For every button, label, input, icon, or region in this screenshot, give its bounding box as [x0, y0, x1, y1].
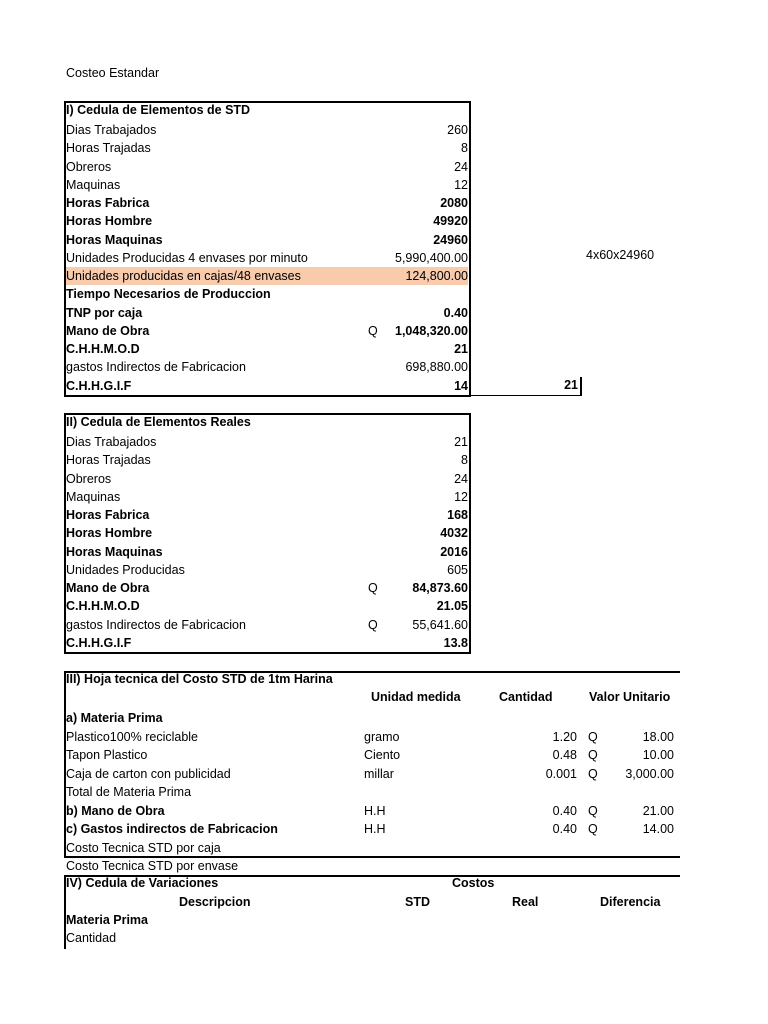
hoja-row-label: Plastico100% reciclable — [66, 729, 199, 744]
std-row — [66, 322, 468, 340]
var-col-std: STD — [405, 895, 430, 909]
std-row-label: Horas Maquinas — [66, 232, 163, 247]
hoja-row-valor: 21.00 — [642, 803, 674, 818]
std-row-value: 24960 — [433, 232, 468, 247]
real-row-value: 168 — [447, 508, 468, 522]
hoja-row-label: c) Gastos indirectos de Fabricacion — [66, 822, 278, 836]
std-row — [66, 212, 468, 230]
std-row — [66, 139, 468, 157]
std-row-value: 0.40 — [443, 305, 468, 320]
real-row-value: 12 — [454, 489, 468, 504]
real-row — [66, 451, 468, 469]
hoja-row-currency: Q — [588, 803, 598, 818]
real-row-value: 4032 — [440, 526, 468, 541]
std-row — [66, 340, 468, 358]
hoja-row-valor: 3,000.00 — [625, 766, 674, 781]
std-row — [66, 194, 468, 212]
std-row-label: Obreros — [66, 159, 112, 174]
std-row-currency: Q — [368, 323, 378, 338]
real-row-value: 21.05 — [436, 599, 468, 614]
std-row — [66, 121, 468, 139]
hoja-section-header: III) Hoja tecnica del Costo STD de 1tm Harina — [66, 672, 333, 686]
hoja-row-currency: Q — [588, 766, 598, 781]
real-row-label: Dias Trabajados — [66, 435, 157, 449]
std-row-label: C.H.H.G.I.F — [66, 378, 132, 393]
std-row-value: 12 — [454, 177, 468, 192]
std-side-divider — [470, 395, 582, 396]
real-row-value: 21 — [454, 435, 468, 449]
std-row-value: 24 — [454, 159, 468, 174]
real-row-currency: Q — [368, 581, 378, 595]
std-row-label: Mano de Obra — [66, 323, 150, 338]
std-row — [66, 176, 468, 194]
hoja-row-label: Total de Materia Prima — [66, 785, 192, 799]
real-row-value: 84,873.60 — [412, 581, 468, 595]
hoja-row-cantidad: 0.40 — [552, 822, 577, 836]
std-row-value: 1,048,320.00 — [395, 323, 468, 338]
real-row — [66, 470, 468, 488]
hoja-row-unidad: gramo — [364, 729, 400, 744]
var-col-real: Real — [512, 895, 539, 909]
std-side-value: 21 — [564, 378, 578, 392]
hoja-row-label: Costo Tecnica STD por caja — [66, 840, 221, 855]
real-row — [66, 579, 468, 597]
std-row — [66, 358, 468, 376]
hoja-row-cantidad — [500, 857, 577, 875]
real-row-label: gastos Indirectos de Fabricacion — [66, 617, 246, 632]
std-row-label: Horas Fabrica — [66, 196, 150, 210]
hoja-col-unidad: Unidad medida — [371, 690, 461, 704]
std-row-value: 8 — [461, 141, 468, 156]
std-row-label: Horas Trajadas — [66, 141, 151, 156]
var-costos-header: Costos — [452, 876, 495, 890]
std-row — [66, 267, 468, 285]
std-row-label: Unidades producidas en cajas/48 envases — [66, 269, 301, 283]
real-row-value: 24 — [454, 471, 468, 486]
real-section-header: II) Cedula de Elementos Reales — [66, 415, 251, 429]
std-side-note: 4x60x24960 — [586, 248, 655, 262]
real-row — [66, 634, 468, 652]
hoja-row-unidad: millar — [364, 766, 394, 781]
var-row-materia-prima: Materia Prima — [66, 913, 148, 927]
real-row — [66, 616, 468, 634]
real-row — [66, 543, 468, 561]
real-row-value: 8 — [461, 453, 468, 468]
real-row-label: Obreros — [66, 471, 112, 486]
hoja-row-valor: 14.00 — [642, 822, 674, 836]
hoja-row-label: Tapon Plastico — [66, 748, 148, 762]
hoja-row-cantidad: 1.20 — [552, 729, 577, 744]
std-row-label: gastos Indirectos de Fabricacion — [66, 360, 246, 375]
real-row-label: Horas Hombre — [66, 526, 153, 541]
hoja-row-label: Costo Tecnica STD por envase — [66, 859, 239, 873]
std-row-label: Unidades Producidas 4 envases por minuto — [66, 250, 308, 265]
hoja-row-cantidad: 0.48 — [552, 748, 577, 762]
std-row — [66, 377, 468, 395]
hoja-col-cantidad: Cantidad — [499, 690, 553, 704]
real-row — [66, 433, 468, 451]
std-row-value: 260 — [447, 123, 468, 137]
std-row-label: TNP por caja — [66, 305, 143, 320]
std-row-value: 14 — [454, 378, 468, 393]
real-row — [66, 597, 468, 615]
hoja-row-cantidad — [500, 709, 577, 727]
std-row — [66, 158, 468, 176]
hoja-col-valor: Valor Unitario — [589, 690, 671, 704]
hoja-row-valor: 10.00 — [642, 748, 674, 762]
hoja-row-currency: Q — [588, 729, 598, 744]
hoja-row-label: a) Materia Prima — [66, 711, 163, 725]
real-row-value: 55,641.60 — [412, 617, 468, 632]
hoja-row-unidad: H.H — [364, 822, 386, 836]
real-row-label: Horas Trajadas — [66, 453, 151, 468]
std-row-value: 2080 — [440, 196, 468, 210]
hoja-row-valor — [600, 709, 674, 727]
std-row-label: Dias Trabajados — [66, 123, 157, 137]
real-row-label: C.H.H.G.I.F — [66, 635, 132, 650]
std-side-border — [580, 377, 582, 396]
hoja-row-unidad: H.H — [364, 803, 386, 818]
std-row-label: Horas Hombre — [66, 214, 153, 229]
std-row-value: 124,800.00 — [405, 269, 468, 283]
std-row-label: Tiempo Necesarios de Produccion — [66, 287, 271, 302]
std-row-label: C.H.H.M.O.D — [66, 342, 140, 356]
std-row-value: 5,990,400.00 — [395, 250, 468, 265]
real-row-value: 605 — [447, 562, 468, 577]
hoja-row-valor — [600, 857, 674, 875]
real-row — [66, 506, 468, 524]
hoja-row-cantidad: 0.40 — [552, 803, 577, 818]
real-row — [66, 488, 468, 506]
std-row-label: Maquinas — [66, 177, 121, 192]
std-row — [66, 249, 468, 267]
hoja-row-valor: 18.00 — [642, 729, 674, 744]
std-row — [66, 304, 468, 322]
real-row-label: Mano de Obra — [66, 581, 150, 595]
real-row-value: 2016 — [440, 544, 468, 559]
real-row-currency: Q — [368, 617, 378, 632]
hoja-row-currency: Q — [588, 822, 598, 836]
std-row-value: 698,880.00 — [405, 360, 468, 375]
std-row-value: 21 — [454, 342, 468, 356]
std-row — [66, 285, 468, 303]
std-row — [66, 231, 468, 249]
hoja-row-label: b) Mano de Obra — [66, 803, 165, 818]
hoja-row-cantidad — [500, 783, 577, 801]
hoja-row-valor — [600, 783, 674, 801]
var-row-cantidad: Cantidad — [66, 931, 117, 945]
real-row — [66, 524, 468, 542]
hoja-row-currency: Q — [588, 748, 598, 762]
std-row-value: 49920 — [433, 214, 468, 229]
real-row-label: Horas Maquinas — [66, 544, 163, 559]
var-col-desc: Descripcion — [179, 895, 251, 909]
std-section-header: I) Cedula de Elementos de STD — [66, 103, 251, 117]
real-row-label: Unidades Producidas — [66, 562, 185, 577]
hoja-row-cantidad: 0.001 — [545, 766, 577, 781]
real-row-label: C.H.H.M.O.D — [66, 599, 140, 614]
real-row — [66, 561, 468, 579]
real-row-label: Horas Fabrica — [66, 508, 150, 522]
hoja-row-valor — [600, 839, 674, 857]
real-row-label: Maquinas — [66, 489, 121, 504]
var-section-header: IV) Cedula de Variaciones — [66, 876, 219, 890]
hoja-row-unidad: Ciento — [364, 748, 401, 762]
real-row-value: 13.8 — [443, 635, 468, 650]
var-col-dif: Diferencia — [600, 895, 661, 909]
hoja-row-label: Caja de carton con publicidad — [66, 766, 231, 781]
hoja-row-cantidad — [500, 839, 577, 857]
page-title: Costeo Estandar — [66, 66, 160, 80]
